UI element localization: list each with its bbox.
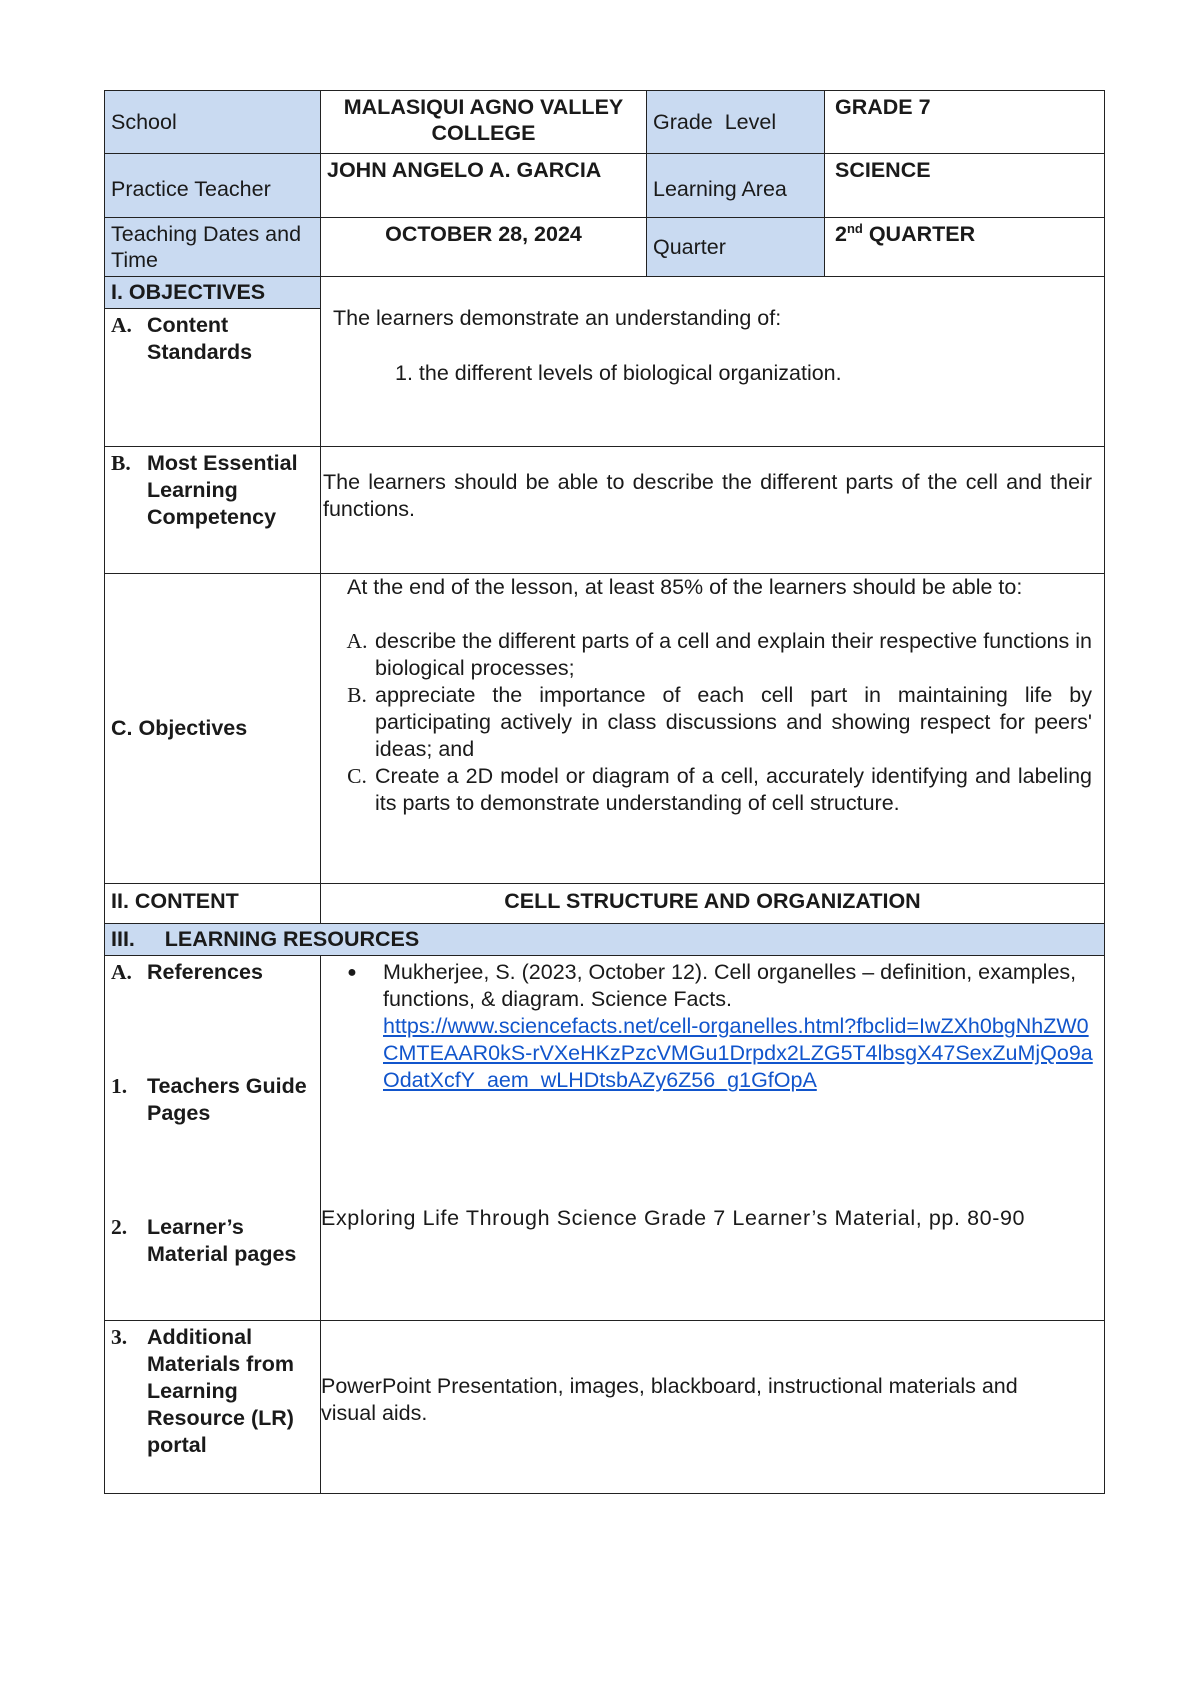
learners-material-label: 2. Learner’s Material pages xyxy=(111,1215,297,1266)
bullet-icon: ● xyxy=(347,964,357,981)
references-label: A. References xyxy=(111,960,263,984)
lesson-plan-sheet xyxy=(104,90,1104,1494)
content-standards-value: The learners demonstrate an understanding of: 1. the different levels of biological organization. xyxy=(321,277,1105,447)
additional-materials-label-cell xyxy=(105,1321,321,1494)
references-label-cell xyxy=(105,956,321,1321)
practice-teacher-value: JOHN ANGELO A. GARCIA xyxy=(321,154,647,218)
references-value-cell xyxy=(321,956,1105,1321)
teaching-dates-value: OCTOBER 28, 2024 xyxy=(321,218,647,277)
header-row-dates xyxy=(105,218,1105,277)
objective-item-c: C. Create a 2D model or diagram of a cell, accurately identifying and labeling its parts to demonstrate understanding of cell structure. xyxy=(347,764,1092,815)
references-row xyxy=(105,956,1105,1321)
c-objectives-label: C. Objectives xyxy=(105,574,321,884)
additional-materials-row xyxy=(105,1321,1105,1494)
melc-row xyxy=(105,447,1105,574)
objective-item-a: A. describe the different parts of a cell and explain their respective functions in biological processes; xyxy=(346,629,1092,680)
objectives-section-row xyxy=(105,277,1105,309)
learners-material-value: Exploring Life Through Science Grade 7 Learner’s Material, pp. 80-90 xyxy=(321,1206,1026,1230)
quarter-label: Quarter xyxy=(647,218,825,277)
melc-value: The learners should be able to describe the different parts of the cell and their functions. xyxy=(321,447,1105,574)
objectives-section-title: I. OBJECTIVES xyxy=(105,277,321,309)
resources-section-row xyxy=(105,924,1105,956)
reference-link[interactable]: https://www.sciencefacts.net/cell-organelles.html?fbclid=IwZXh0bgNhZW0CMTEAAR0kS-rVXeHKzPzcVMGu1Drpdx2LZG5T4lbsgX47SexZuMjQo9aOdatXcfY_aem_wLHDtsbAZy6Z56_g1GfOpA xyxy=(383,1014,1093,1092)
c-objectives-row xyxy=(105,574,1105,884)
practice-teacher-label: Practice Teacher xyxy=(105,154,321,218)
learning-area-label: Learning Area xyxy=(647,154,825,218)
reference-item xyxy=(321,959,1100,1094)
teaching-dates-label: Teaching Dates and Time xyxy=(105,218,321,277)
objective-item-b: B. appreciate the importance of each cell part in maintaining life by participating actively in class discussions and showing respect for peers' ideas; and xyxy=(347,683,1092,761)
learning-area-value: SCIENCE xyxy=(825,154,1105,218)
melc-label: B. Most Essential Learning Competency xyxy=(105,447,321,574)
grade-level-value: GRADE 7 xyxy=(825,91,1105,154)
teachers-guide-label: 1. Teachers Guide Pages xyxy=(111,1074,307,1125)
additional-materials-value: PowerPoint Presentation, images, blackboard, instructional materials and visual aids. xyxy=(321,1321,1105,1494)
quarter-value: 2nd QUARTER xyxy=(825,218,1105,277)
content-section-title: II. CONTENT xyxy=(105,884,321,924)
c-objectives-value: At the end of the lesson, at least 85% of the learners should be able to: A. describe the different parts of a cell and explain their respective functions in biological processes; B. appreciate the importance of each cell part in maintaining life by participating actively in class discussions and showing respect for peers' ideas; and C. Create a 2D model or diagram of a cell, accurately identifying and labeling its parts to demonstrate understanding of cell structure. xyxy=(321,574,1105,884)
reference-citation: Mukherjee, S. (2023, October 12). Cell organelles – definition, examples, functions, & diagram. Science Facts. xyxy=(383,960,1077,1011)
school-value: MALASIQUI AGNO VALLEY COLLEGE xyxy=(321,91,647,154)
content-row xyxy=(105,884,1105,924)
lesson-plan-table xyxy=(104,90,1105,1494)
header-row-teacher xyxy=(105,154,1105,218)
content-standards-label: A. Content Standards xyxy=(105,309,321,447)
content-value: CELL STRUCTURE AND ORGANIZATION xyxy=(321,884,1105,924)
additional-materials-label: 3. Additional Materials from Learning Resource (LR) portal xyxy=(111,1325,294,1457)
resources-section-title: III. LEARNING RESOURCES xyxy=(105,924,1105,956)
school-label: School xyxy=(105,91,321,154)
header-row-school xyxy=(105,91,1105,154)
grade-level-label: Grade Level xyxy=(647,91,825,154)
